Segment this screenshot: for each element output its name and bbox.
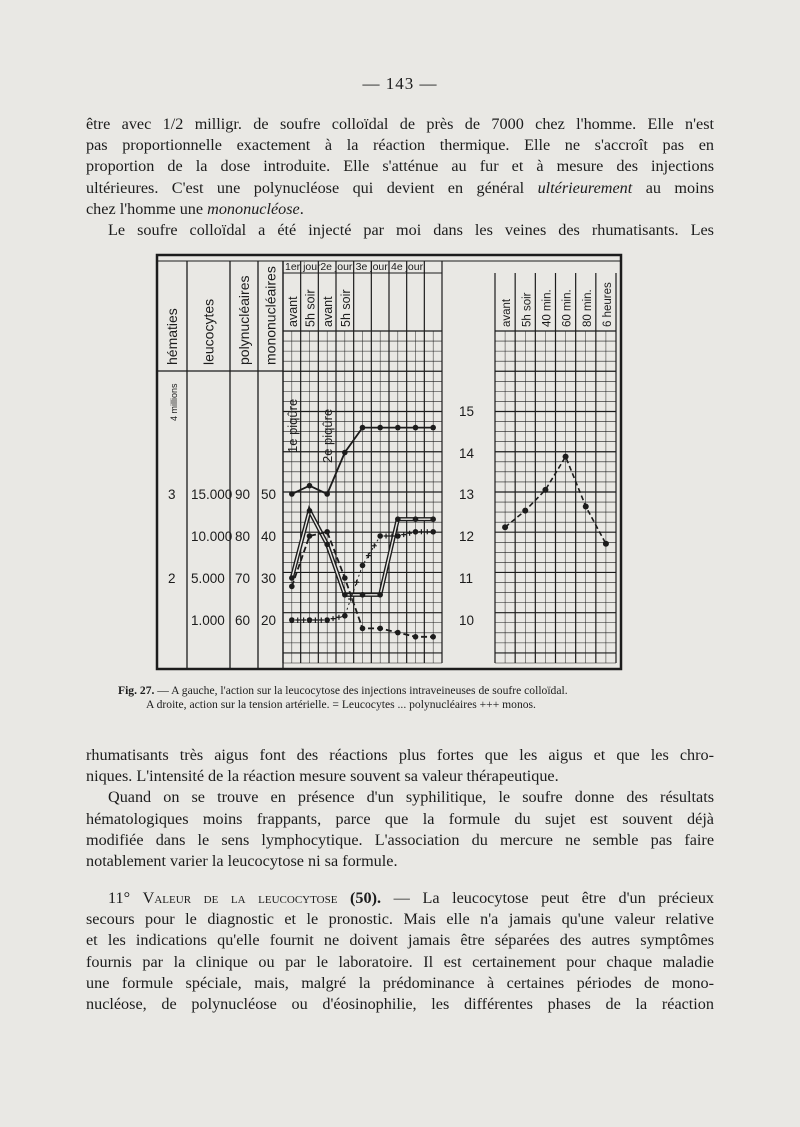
series-3-plus: [336, 615, 341, 620]
unit-label: 4 millions: [169, 383, 179, 421]
p3-line-5: une formule spéciale, mais, malgré la prédominance à certaines périodes de mono-: [86, 973, 714, 992]
day-header-1: 2e jour: [320, 261, 353, 273]
series-3-point-4: [360, 563, 366, 569]
right-header-5: 6 heures: [601, 282, 614, 327]
tension-point-0: [502, 524, 508, 530]
leucocytes-label-1: 10.000: [191, 529, 233, 544]
right-header-3: 60 min.: [561, 289, 574, 327]
series-3-point-6: [395, 533, 401, 539]
p2-line-1: rhumatisants très aigus font des réactions plus fortes que les aigus et que les chro-: [86, 746, 714, 764]
page-number: — 143 —: [362, 74, 438, 93]
right-header-2: 40 min.: [541, 289, 554, 327]
day-header-0: 1er jour: [285, 261, 321, 273]
p1-line-4-text: ultérieures. C'est une polynucléose qui devient en général: [86, 178, 525, 197]
series-2-point-0: [289, 584, 295, 590]
series-1-point-2: [324, 542, 330, 548]
middle-scale-5: 10: [459, 613, 475, 628]
day-header-3: 4e jour: [391, 261, 424, 273]
column-header-3: mononucléaires: [262, 266, 279, 365]
series-3-plus: [401, 532, 406, 537]
figure-27: [155, 253, 623, 671]
paragraph-1: [86, 114, 714, 241]
series-2-point-2: [324, 529, 330, 535]
polynucleaires-label-3: 60: [235, 613, 251, 628]
polynucleaires-label-1: 80: [235, 529, 251, 544]
leucocytes-label-3: 1.000: [191, 613, 225, 628]
series-2-point-6: [395, 630, 401, 636]
column-header-0: hématies: [164, 308, 180, 365]
series-3-plus: [319, 618, 324, 623]
series-0-point-0: [289, 491, 295, 497]
column-header-2: polynucléaires: [236, 275, 252, 365]
series-1-point-7: [413, 516, 419, 522]
p3-line-6: nucléose, de polynucléose ou d'éosinophilie, les différentes phases de la réaction: [86, 995, 714, 1014]
middle-scale-3: 12: [459, 529, 475, 544]
series-3-plus: [331, 616, 336, 621]
figure-label: Fig. 27.: [118, 684, 155, 697]
middle-scale-2: 13: [459, 487, 475, 502]
tension-point-5: [603, 541, 609, 547]
series-2-point-8: [430, 634, 436, 640]
right-header-1: 5h soir: [521, 292, 534, 327]
tension-point-3: [563, 454, 569, 460]
p1-line-4-end: au moins: [645, 178, 714, 197]
series-3-plus: [301, 618, 306, 623]
series-3-plus: [295, 618, 300, 623]
p3-line-1-text: — La leucocytose peut être d'un précieux: [393, 889, 715, 907]
series-0-point-8: [430, 425, 436, 431]
hematies-label-1: 2: [168, 571, 176, 586]
series-3-point-2: [324, 617, 330, 623]
p3-line-4: fournis par la clinique ou par le laboratoire. Il est certainement pour chaque maladie: [86, 952, 714, 971]
mononucleaires-label-2: 30: [261, 571, 277, 586]
series-3-point-0: [289, 617, 295, 623]
time-header-1: 5h soir: [303, 289, 318, 327]
series-2-point-4: [360, 626, 366, 632]
series-1-point-1: [307, 508, 313, 514]
middle-scale-1: 14: [459, 446, 475, 461]
series-2-point-5: [377, 626, 383, 632]
section-ref: (50).: [350, 889, 382, 907]
p1-line-5-end: .: [299, 199, 304, 218]
right-header-0: avant: [501, 298, 514, 327]
series-0-point-3: [342, 450, 348, 456]
p2-line-2: niques. L'intensité de la réaction mesure souvent sa valeur thérapeutique.: [86, 767, 559, 786]
middle-scale-0: 15: [459, 404, 475, 419]
series-1-point-5: [377, 592, 383, 598]
series-3-plus: [419, 529, 424, 534]
series-0-point-2: [324, 491, 330, 497]
p1-line-1: être avec 1/2 milligr. de soufre colloïdal de près de 7000 chez l'homme. Elle n'est: [86, 115, 714, 133]
italic-mononucleose: mononucléose: [207, 199, 300, 218]
series-0-point-7: [413, 425, 419, 431]
series-3-point-3: [342, 613, 348, 619]
p1-line-3: proportion de la dose introduite. Elle s'atténue au fur et à mesure des injections: [86, 157, 714, 176]
p1-line-4: [86, 178, 714, 199]
paragraph-2: [86, 745, 714, 872]
p3-line-2: secours pour le diagnostic et le pronostic. Mais elle n'a jamais qu'une valeur relative: [86, 910, 714, 929]
p1-line-5: [86, 199, 714, 220]
p1-line-5-text: chez l'homme une: [86, 199, 204, 218]
p2-line-5: modifiée dans le sens lymphocytique. L'association du mercure ne semble pas faire: [86, 830, 714, 849]
series-2-point-7: [413, 634, 419, 640]
caption-line-1: [118, 684, 678, 698]
mononucleaires-label-3: 20: [261, 613, 277, 628]
polynucleaires-label-2: 70: [235, 571, 251, 586]
p2-line-4: hématologiques moins frappants, parce que la formule du sujet est souvent déjà: [86, 809, 714, 828]
right-header-4: 80 min.: [581, 289, 594, 327]
leucocytes-label-2: 5.000: [191, 571, 225, 586]
paragraph-3: [86, 888, 714, 1015]
caption-text-1: — A gauche, l'action sur la leucocytose des injections intraveineuses de soufre colloïdal.: [157, 684, 568, 697]
time-header-0: avant: [285, 296, 300, 327]
series-3-plus: [425, 529, 430, 534]
series-1-point-0: [289, 575, 295, 581]
hematies-label-0: 3: [168, 487, 176, 502]
figure-caption: [118, 684, 678, 712]
leucocytosis-chart: [155, 253, 623, 671]
series-2-point-3: [342, 575, 348, 581]
series-3-plus: [372, 543, 377, 548]
caption-line-2: A droite, action sur la tension artérielle. = Leucocytes ... polynucléaires +++ monos.: [146, 698, 536, 711]
series-3-plus: [384, 534, 389, 539]
p2-line-3: Quand on se trouve en présence d'un syphilitique, le soufre donne des résultats: [108, 788, 714, 807]
series-3-plus: [354, 580, 359, 585]
series-3-point-5: [377, 533, 383, 539]
series-3-plus: [313, 618, 318, 623]
p1-line-2: pas proportionnelle exactement à la réaction thermique. Elle ne s'accroît pas en: [86, 136, 714, 155]
series-0-point-1: [307, 483, 313, 489]
series-3-point-7: [413, 529, 419, 535]
middle-scale-4: 11: [459, 571, 474, 586]
injection-label-1: 1e piqûre: [284, 398, 300, 453]
mononucleaires-label-1: 40: [261, 529, 277, 544]
italic-ulterieurement: ultérieurement: [537, 178, 633, 197]
series-3-plus: [366, 553, 371, 558]
series-3-point-8: [430, 529, 436, 535]
p3-line-1: [86, 888, 714, 909]
series-1-point-4: [360, 592, 366, 598]
p1-line-6: Le soufre colloïdal a été injecté par moi dans les veines des rhumatisants. Les: [108, 221, 714, 240]
series-2-point-1: [307, 533, 313, 539]
series-3-point-1: [307, 617, 313, 623]
time-header-2: avant: [321, 296, 336, 327]
mononucleaires-label-0: 50: [261, 487, 277, 502]
series-0-point-6: [395, 425, 401, 431]
section-number: 11°: [108, 889, 131, 907]
series-1-point-8: [430, 516, 436, 522]
tension-point-2: [542, 487, 548, 493]
series-0-point-4: [360, 425, 366, 431]
series-1-point-6: [395, 516, 401, 522]
column-header-1: leucocytes: [200, 298, 217, 365]
injection-label-2: 2e piqûre: [320, 408, 336, 463]
time-header-3: 5h soir: [338, 289, 353, 327]
day-header-2: 3e jour: [355, 261, 388, 273]
section-heading: Valeur de la leucocytose: [142, 889, 338, 907]
tension-point-1: [522, 508, 528, 514]
tension-point-4: [583, 503, 589, 509]
series-0-point-5: [377, 425, 383, 431]
p2-line-6: notablement varier la leucocytose ni sa formule.: [86, 852, 398, 871]
series-1-point-3: [342, 592, 348, 598]
polynucleaires-label-0: 90: [235, 487, 251, 502]
series-3-plus: [407, 531, 412, 536]
leucocytes-label-0: 15.000: [191, 487, 233, 502]
p3-line-3: et les indications qu'elle fournit ne doivent jamais être séparées des autres symptômes: [86, 931, 714, 950]
